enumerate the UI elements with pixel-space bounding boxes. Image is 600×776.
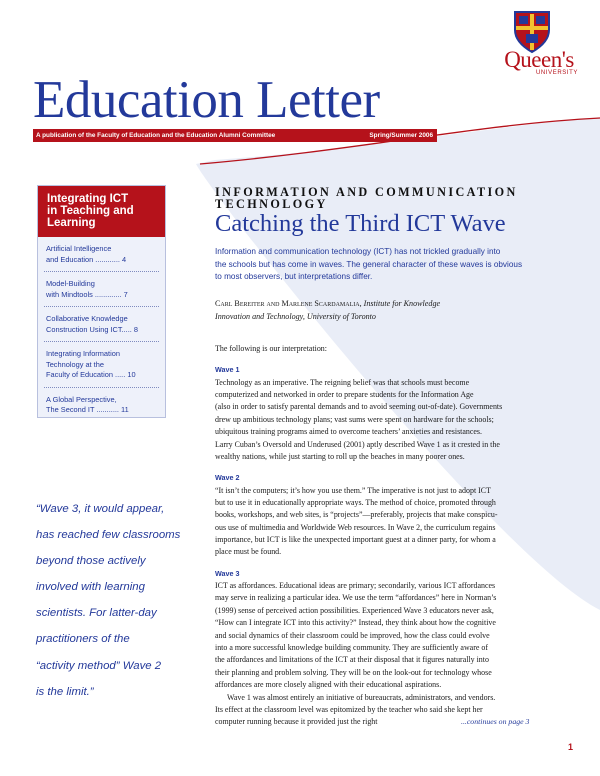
body-line: (1999) sense of perceived action possibilities. Experienced Wave 3 educators never ask, [215, 605, 494, 615]
toc-item-line: Technology at the [46, 359, 104, 369]
toc-item-global-perspective[interactable] [44, 388, 159, 422]
toc-title [38, 186, 165, 237]
spacer [215, 463, 580, 472]
table-of-contents [37, 185, 166, 418]
byline-line [215, 311, 575, 324]
pull-quote-line: beyond those actively [36, 555, 146, 568]
toc-title-line: Integrating ICT [47, 193, 129, 205]
body-line: computer running because it provided just the right [215, 717, 378, 727]
wave-3-heading: Wave 3 [215, 568, 240, 578]
body-line: importance, but ICT is like the unexpected important guest at a dinner party, for whom a [215, 535, 496, 545]
article-headline: Catching the Third ICT Wave [215, 210, 506, 237]
body-line: ICT as affordances. Educational ideas are primary; secondarily, various ICT affordances [215, 581, 496, 591]
toc-title-line: Learning [47, 217, 96, 229]
toc-item-line: Integrating Information [46, 349, 120, 358]
logo-name: Queen's [504, 47, 574, 72]
body-line: Technology as an imperative. The reigning belief was that schools must become [215, 377, 470, 387]
body-line: “How can I integrate ICT into this activity?” Instead, they think about how the cognitive [215, 618, 496, 628]
body-line: their planning and problem solving. They will be on the look-out for technology whose [215, 667, 492, 677]
body-line: Its effect at the classroom level was epitomized by the teacher who said she kept her [215, 704, 483, 714]
publication-bar [33, 129, 437, 142]
masthead-title: Education Letter [33, 71, 380, 129]
body-line: Larry Cuban’s Oversold and Underused (2001) aptly described Wave 1 as it crested in the [215, 439, 500, 449]
spacer [215, 559, 580, 568]
article-body [215, 343, 580, 729]
wave-2-heading: Wave 2 [215, 473, 240, 483]
toc-item-line: A Global Perspective, [46, 394, 117, 404]
body-line: ous use of multimedia and Worldwide Web resources. In Wave 2, the curriculum regains [215, 522, 496, 532]
toc-item-collaborative-knowledge[interactable] [44, 307, 159, 342]
body-line: wealthy nations, while just starting to roll up the beaches in many poorer ones. [215, 451, 465, 461]
pull-quote-line: “activity method” Wave 2 [36, 659, 162, 672]
deck-line: Information and communication technology (ICT) has not trickled gradually into [215, 247, 501, 256]
toc-item-line: with Mindtools ............. 7 [46, 289, 128, 299]
body-line: place must be found. [215, 547, 282, 557]
toc-item-line: Collaborative Knowledge [46, 314, 128, 323]
deck-line: to most observers, but interpretations differ. [215, 272, 373, 282]
body-line: “It isn’t the computers; it’s how you use them.” The imperative is not just to adopt ICT [215, 485, 491, 495]
toc-item-line: Artificial Intelligence [46, 244, 112, 253]
toc-title-line: in Teaching and [47, 205, 134, 217]
toc-item-line: The Second IT ........... 11 [46, 405, 129, 414]
publication-line: A publication of the Faculty of Education and the Education Alumni Committee [36, 132, 276, 139]
pull-quote-line: involved with learning [36, 581, 145, 594]
kicker-line: INFORMATION AND COMMUNICATION [215, 185, 518, 199]
pull-quote-line: is the limit.” [36, 685, 94, 698]
toc-item-integrating-it[interactable] [44, 342, 159, 388]
pull-quote-line: scientists. For latter-day [36, 607, 157, 620]
pull-quote-line: practitioners of the [36, 633, 130, 646]
body-line: into a more successful knowledge building community. They are sufficiently aware of [215, 642, 488, 652]
pull-quote [36, 496, 186, 705]
body-line: books, workshops, and web sites, is “projects”—preferably, projects that make conspicu- [215, 510, 498, 520]
continues-link[interactable]: ...continues on page 3 [461, 717, 530, 726]
pull-quote-line: has reached few classrooms [36, 529, 181, 542]
spacer [215, 355, 580, 364]
toc-item-model-building[interactable] [44, 272, 159, 307]
pull-quote-line: “Wave 3, it would appear, [36, 503, 165, 515]
toc-item-line: Faculty of Education ..... 10 [46, 370, 136, 379]
body-line: the affordances and limitations of the ICT at their disposal that it figures naturally into [215, 655, 489, 665]
body-line: computerized and networked in order to prepare students for the Information Age [215, 389, 474, 399]
body-line: affordances are more closely aligned with their educational aspirations. [215, 680, 442, 690]
byline-affiliation: Innovation and Technology, University of Toronto [215, 311, 376, 321]
article-intro: The following is our interpretation: [215, 344, 327, 353]
toc-item-line: Model-Building [46, 279, 95, 288]
deck-line: the schools but has come in waves. The general character of these waves is obvious [215, 259, 523, 269]
toc-item-line: and Education ............ 4 [46, 254, 127, 264]
kicker-line: TECHNOLOGY [215, 197, 328, 212]
byline-authors: Carl Bereiter and Marlene Scardamalia, [215, 299, 362, 308]
wave-1-heading: Wave 1 [215, 365, 240, 375]
article-kicker [215, 186, 535, 211]
body-line: ubiquitous training programs aimed to overcome teachers’ anxieties and resistances. [215, 427, 482, 437]
body-line: may serve in realizing a particular idea. We use the term “affordances” here in Norman’s [215, 593, 497, 603]
toc-item-ai-education[interactable] [44, 237, 159, 272]
byline-affiliation: Institute for Knowledge [363, 299, 441, 308]
body-line: Wave 1 was almost entirely an initiative of bureaucrats, administrators, and vendors. [227, 692, 496, 702]
byline-line [215, 298, 575, 311]
logo-subname: UNIVERSITY [536, 70, 579, 76]
body-line: and social dynamics of their classroom could be improved, how the class could evolve [215, 630, 490, 640]
body-line: but to use it in educationally appropriate ways. The method of choice, promoted through [215, 497, 496, 507]
body-line: (also in order to satisfy parental demands and to avoid seeming out-of-date). Governments [215, 402, 503, 412]
toc-item-line: Construction Using ICT..... 8 [46, 324, 139, 334]
article-byline [215, 298, 575, 323]
page-number: 1 [568, 742, 574, 752]
issue-date: Spring/Summer 2006 [369, 132, 433, 139]
body-line: drew up ambitious technology plans; vast sums were spent on hardware for the schools; [215, 414, 494, 424]
article-deck [215, 246, 575, 284]
